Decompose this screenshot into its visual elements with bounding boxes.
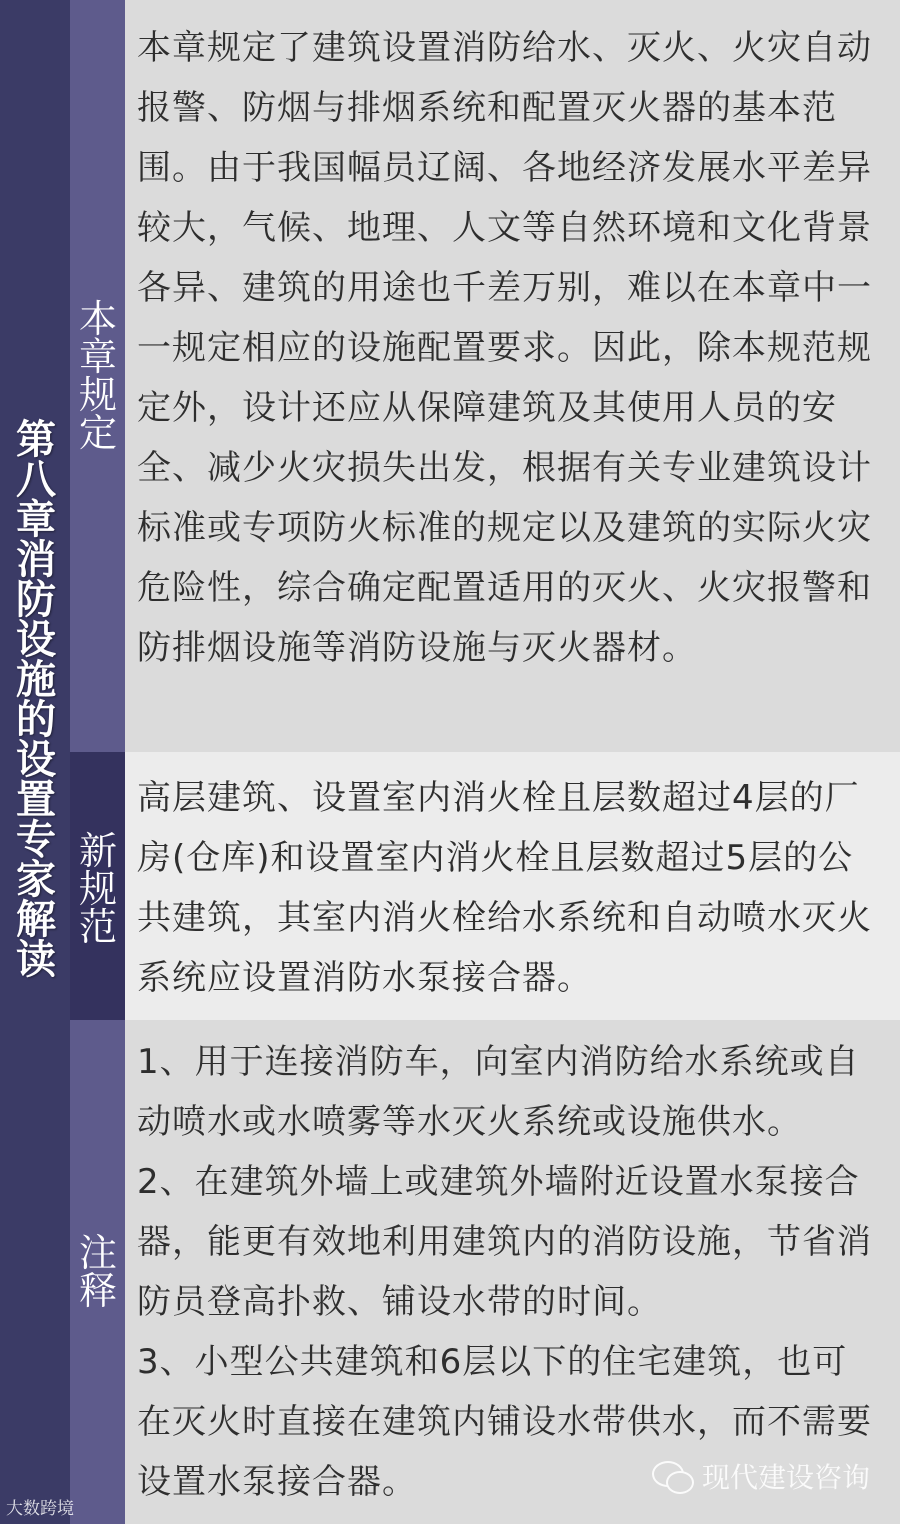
watermark-right-text: 现代建设咨询 <box>701 1461 870 1494</box>
note-item: 2、在建筑外墙上或建筑外墙附近设置水泵接合器，能更有效地利用建筑内的消防设施，节省消防员登高扑救、铺设水带的时间。 <box>137 1162 872 1322</box>
watermark-left: 大数跨境 <box>6 1499 74 1519</box>
section-label-new-code <box>70 752 125 1020</box>
watermark-right <box>652 1456 870 1496</box>
section-new-code-content: 高层建筑、设置室内消火栓且层数超过4层的厂房(仓库)和设置室内消火栓且层数超过5层的公共建筑，其室内消火栓给水系统和自动喷水灭火系统应设置消防水泵接合器。 <box>125 752 900 1020</box>
section-label-text: 本章规定 <box>78 297 117 455</box>
note-item: 1、用于连接消防车，向室内消防给水系统或自动喷水或水喷雾等水灭火系统或设施供水。 <box>137 1042 860 1142</box>
section-rules-content: 本章规定了建筑设置消防给水、灭火、火灾自动报警、防烟与排烟系统和配置灭火器的基本范围。由于我国幅员辽阔、各地经济发展水平差异较大，气候、地理、人文等自然环境和文化背景各异、建筑的用途也千差万别，难以在本章中一一规定相应的设施配置要求。因此，除本规范规定外，设计还应从保障建筑及其使用人员的安全、减少火灾损失出发，根据有关专业建筑设计标准或专项防火标准的规定以及建筑的实际火灾危险性，综合确定配置适用的灭火、火灾报警和防排烟设施等消防设施与灭火器材。 <box>125 0 900 752</box>
section-label-rules <box>70 0 125 752</box>
chapter-band <box>0 0 70 1524</box>
section-label-text: 注释 <box>78 1231 117 1313</box>
wechat-icon <box>652 1459 692 1493</box>
chapter-title: 第八章 消防设施的设置专家解读 <box>16 417 56 983</box>
section-label-text: 新规范 <box>78 829 117 949</box>
section-label-notes <box>70 1020 125 1524</box>
note-item: 3、小型公共建筑和6层以下的住宅建筑，也可在灭火时直接在建筑内铺设水带供水，而不需要设置水泵接合器。 <box>137 1342 872 1502</box>
section-notes-content <box>125 1020 900 1524</box>
